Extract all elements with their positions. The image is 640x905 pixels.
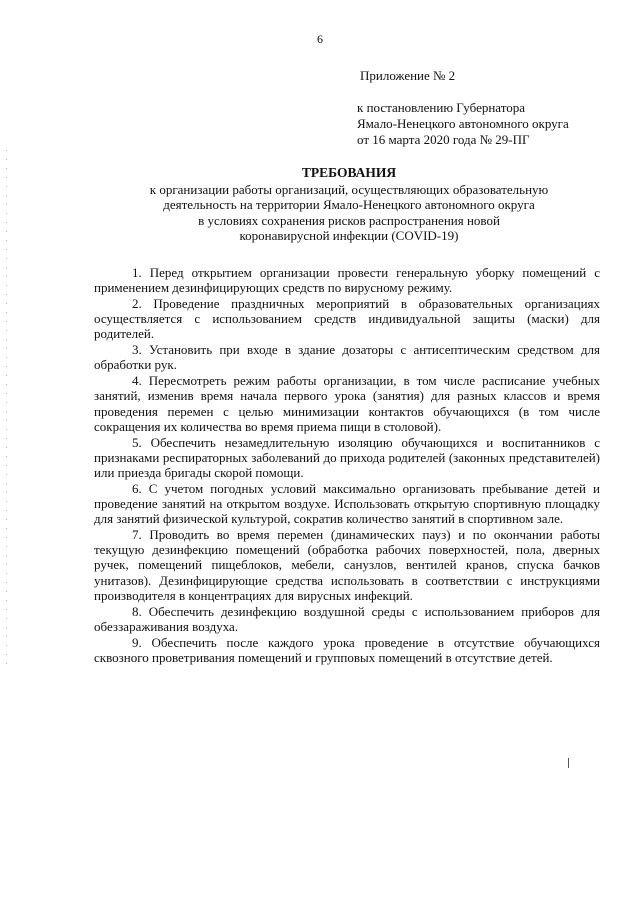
requirement-item: 8. Обеспечить дезинфекцию воздушной среды с использованием приборов для обеззараживания воздуха. xyxy=(94,603,600,634)
requirements-subtitle-line: деятельность на территории Ямало-Ненецкого автономного округа xyxy=(163,197,535,212)
requirement-item: 3. Установить при входе в здание дозаторы с антисептическим средством для обработки рук. xyxy=(94,342,600,373)
requirements-subtitle-line: коронавирусной инфекции (COVID-19) xyxy=(239,228,459,243)
requirements-subtitle-line: к организации работы организаций, осуществляющих образовательную xyxy=(149,181,549,197)
requirement-item: 4. Пересмотреть режим работы организации, в том числе расписание учебных занятий, изменив время начала первого урока (занятия) для разных классов и время проведения перемен с целью минимизации контактов обучающихся (в том числе сокращения их количества во время приема пищи в столовой). xyxy=(94,373,600,434)
requirement-item: 6. С учетом погодных условий максимально организовать пребывание детей и проведение занятий на открытом воздухе. Использовать открытую спортивную площадку для занятий физической культурой, сократив количество занятий в спортивном зале. xyxy=(94,480,600,527)
appendix-block xyxy=(357,68,569,148)
scan-margin-dots xyxy=(6,150,7,670)
requirement-item: 5. Обеспечить незамедлительную изоляцию обучающихся и воспитанников с признаками респираторных заболеваний до прихода родителей (законных представителей) или приезда бригады скорой помощи. xyxy=(94,434,600,481)
appendix-title: Приложение № 2 xyxy=(360,68,456,83)
requirement-item: 7. Проводить во время перемен (динамических пауз) и по окончании работы текущую дезинфекцию помещений (обработка рабочих поверхностей, пола, дверных ручек, помещений пищеблоков, мебели, санузлов, вентилей кранов, спуска бачков унитазов). Дезинфицирующие средства использовать в соответствии с инструкциями производителя в концентрациях для вирусных инфекций. xyxy=(94,527,600,603)
scan-edge-mark xyxy=(568,758,569,768)
requirements-header xyxy=(60,165,638,244)
appendix-line: к постановлению Губернатора xyxy=(357,100,526,115)
requirements-list xyxy=(94,265,600,666)
appendix-line: от 16 марта 2020 года № 29-ПГ xyxy=(357,132,530,147)
page-number: 6 xyxy=(317,32,323,46)
requirement-item: 9. Обеспечить после каждого урока проведение в отсутствие обучающихся сквозного проветривания помещений и групповых помещений в отсутствие детей. xyxy=(94,634,600,665)
requirement-item: 2. Проведение праздничных мероприятий в образовательных организациях осуществляется с использованием средств индивидуальной защиты (маски) для родителей. xyxy=(94,296,600,342)
appendix-line: Ямало-Ненецкого автономного округа xyxy=(357,116,569,131)
requirements-title: ТРЕБОВАНИЯ xyxy=(301,165,397,180)
requirement-item: 1. Перед открытием организации провести генеральную уборку помещений с применением дезинфицирующих средств по вирусному режиму. xyxy=(94,265,600,296)
requirements-subtitle-line: в условиях сохранения рисков распространения новой xyxy=(198,212,500,228)
